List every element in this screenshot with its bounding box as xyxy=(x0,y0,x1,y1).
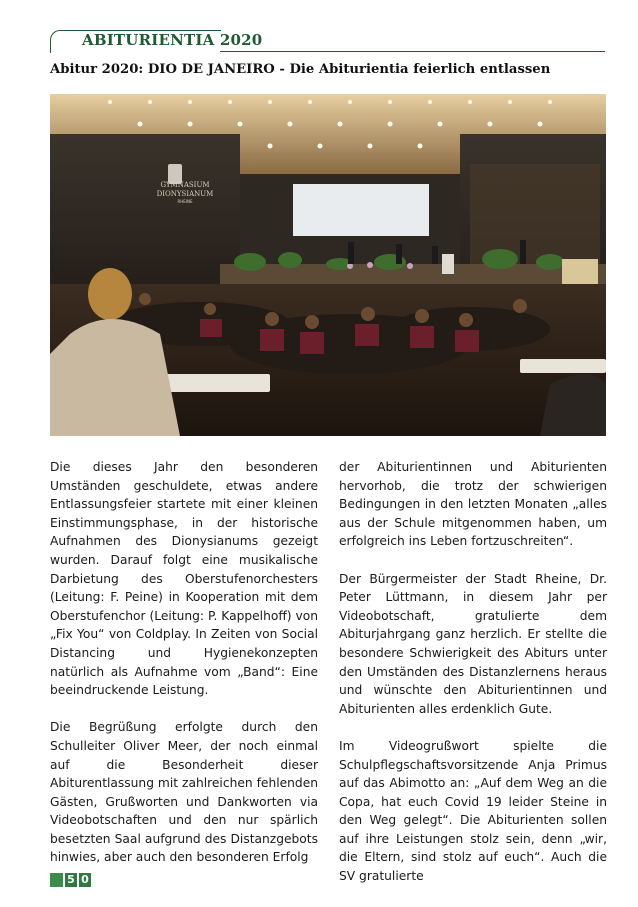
logo-line-2: DIONYSIANUM xyxy=(156,190,214,198)
section-rule xyxy=(220,51,605,52)
paragraph: Der Bürgermeister der Stadt Rheine, Dr. Peter Lüttmann, in diesem Jahr per Videobotschaft, gratulierte dem Abiturjahrgang ganz herzlich. Er stellte die besondere Schwierigkeit des Abiturs unter den Umständen des Distanzlernens heraus und wünschte den Abiturientinnen und Abiturienten alles erdenklich Gute. xyxy=(339,571,607,716)
paragraph: Die Begrüßung erfolgte durch den Schulleiter Oliver Meer, der noch einmal auf die Besonderheit dieser Abiturentlassung mit zahlreichen fehlenden Gästen, Grußworten und Dankworten via Videobotschaften und den nur spärlich besetzten Saal aufgrund des Distanzgebots hinwies, aber auch den besonderen Erfolg xyxy=(50,720,318,865)
paragraph: Im Videogrußwort spielte die Schulpflegschaftsvorsitzende Anja Primus auf das Abimotto an: „Auf dem Weg an die Copa, hat euch Covid 19 leider Steine in den Weg gelegt“. Die Abiturienten sollen auf ihre Leistungen stolz sein, denn „wir, die Eltern, sind stolz auf euch“. Auch die SV gratulierte xyxy=(339,738,607,884)
section-header xyxy=(50,30,605,54)
section-title: ABITURIENTIA 2020 xyxy=(82,31,263,49)
page-digit: 5 xyxy=(65,873,77,887)
page-number xyxy=(50,873,91,887)
paragraph: Die dieses Jahr den besonderen Umständen geschuldete, etwas andere Entlassungsfeier startete mit einer kleinen Einstimmungsphase, in der historische Aufnahmen des Dionysianums gezeigt wurden. Darauf folgt eine musikalische Darbietung des Oberstufenorchesters (Leitung: F. Peine) in Kooperation mit dem Oberstufenchor (Leitung: P. Kappelhoff) von „Fix You“ von Coldplay. In Zeiten von Social Distancing und Hygienekonzepten natürlich als Aufnahme vom „Band“: Eine beeindruckende Leistung. xyxy=(50,460,318,698)
ceremony-photo xyxy=(50,94,606,436)
logo-line-1: GYMNASIUM xyxy=(160,181,210,189)
article-headline: Abitur 2020: DIO DE JANEIRO - Die Abiturientia feierlich entlassen xyxy=(50,62,551,77)
article-column-right xyxy=(339,458,607,904)
paragraph: der Abiturientinnen und Abiturienten hervorhob, die trotz der schwierigen Bedingungen in den letzten Monaten „alles aus der Schule mitgenommen haben, um erfolgreich ins Leben fortzuschreiten“. xyxy=(339,460,607,549)
article-column-left xyxy=(50,458,318,886)
logo-line-3: RHEINE xyxy=(177,199,193,204)
page-digit: 0 xyxy=(79,873,91,887)
page-number-marker xyxy=(50,873,63,887)
